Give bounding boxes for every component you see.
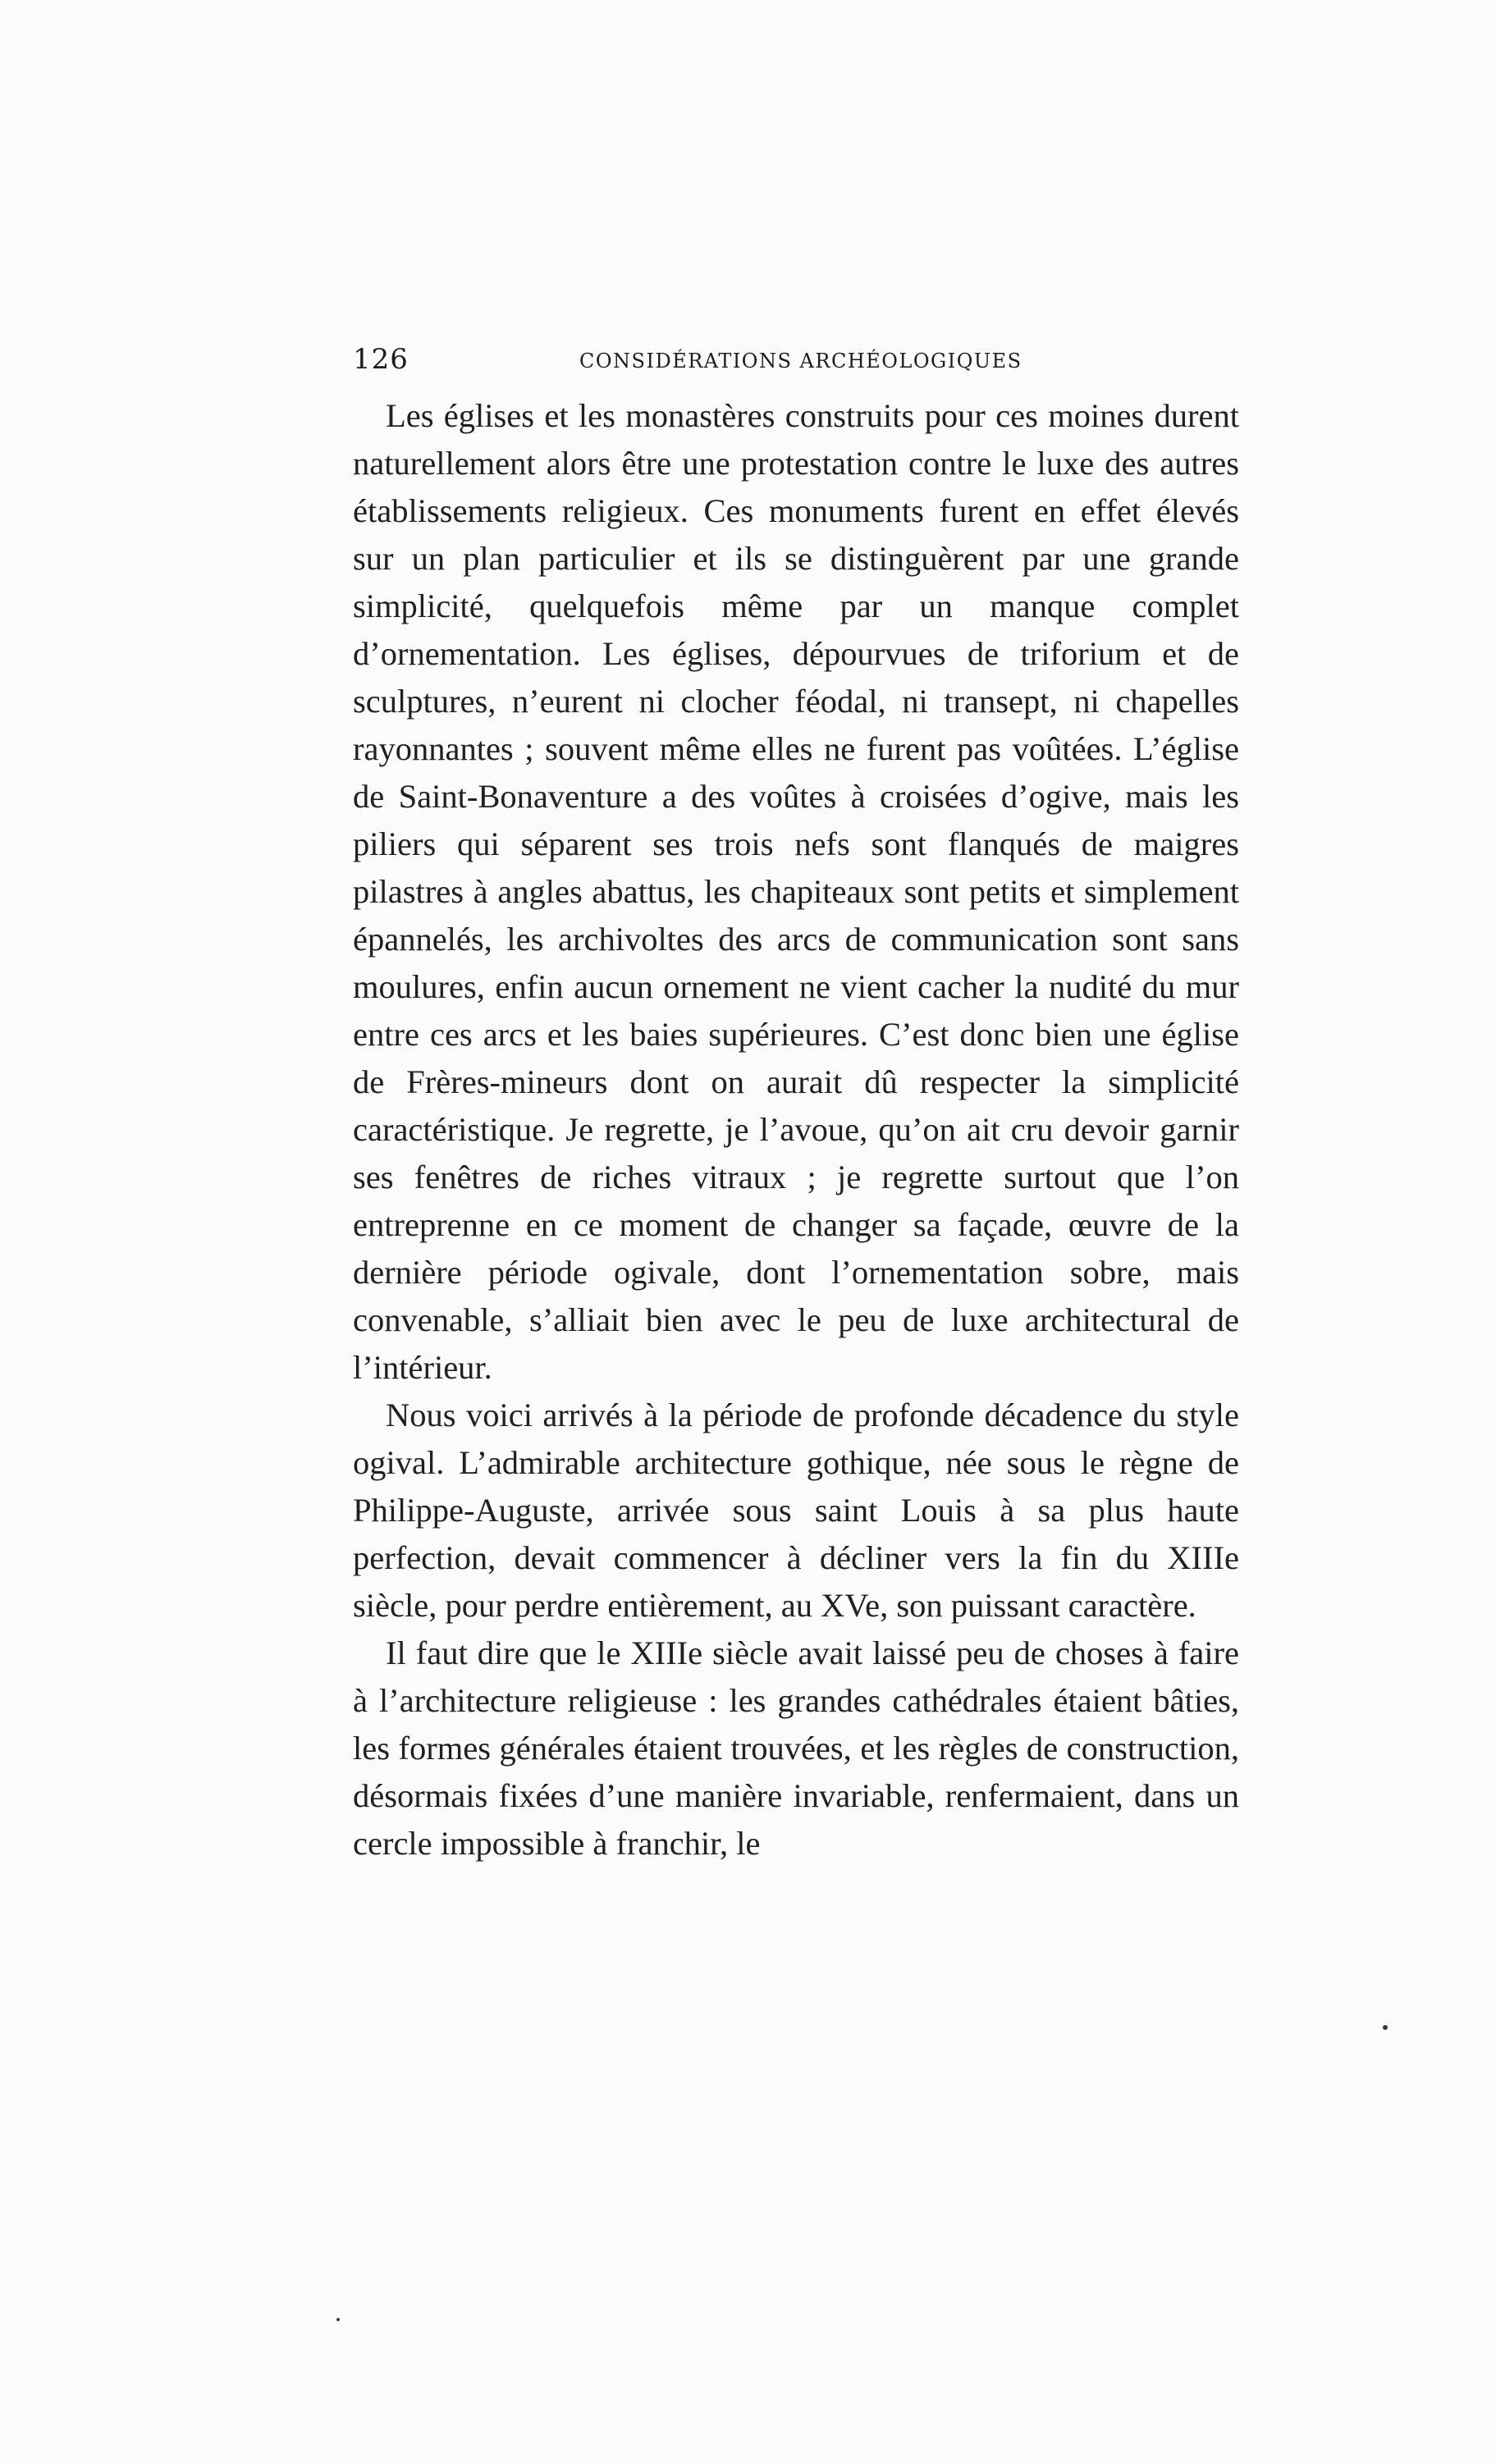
paragraph-3: Il faut dire que le XIIIe siècle avait laissé peu de choses à faire à l’architecture religieuse : les grandes cathédrales étaient bâties, les formes générales étaient trouvées, et les règles de construction, désormais fixées d’une manière invariable, renfermaient, dans un cercle impossible à franchir, le (353, 1634, 1239, 1862)
running-title: CONSIDÉRATIONS ARCHÉOLOGIQUES (579, 350, 1022, 373)
paragraph-1: Les églises et les monastères construits pour ces moines durent naturellement alors être une protestation contre le luxe des autres établissements religieux. Ces monuments furent en effet élevés sur un plan particulier et ils se distinguèrent par une grande simplicité, quelquefois même par un manque complet d’ornementation. Les églises, dépourvues de triforium et de sculptures, n’eurent ni clocher féodal, ni transept, ni chapelles rayonnantes ; souvent même elles ne furent pas voûtées. L’église de Saint-Bonaventure a des voûtes à croisées d’ogive, mais les piliers qui séparent ses trois nefs sont flanqués de maigres pilastres à angles abattus, les chapiteaux sont petits et simplement épannelés, les archivoltes des arcs de communication sont sans moulures, enfin aucun ornement ne vient cacher la nudité du mur entre ces arcs et les baies supérieures. C’est donc bien une église de Frères-mineurs dont on aurait dû respecter la simplicité caractéristique. Je regrette, je l’avoue, qu’on ait cru devoir garnir ses fenêtres de riches vitraux ; je regrette surtout que l’on entreprenne en ce moment de changer sa façade, œuvre de la dernière période ogivale, dont l’ornementation sobre, mais convenable, s’alliait bien avec le peu de luxe architectural de l’intérieur. (353, 397, 1239, 1386)
body-text (353, 392, 1239, 1867)
running-head (353, 343, 1239, 376)
paragraph-2: Nous voici arrivés à la période de profonde décadence du style ogival. L’admirable architecture gothique, née sous le règne de Philippe-Auguste, arrivée sous saint Louis à sa plus haute perfection, devait commencer à décliner vers la fin du XIIIe siècle, pour perdre entièrement, au XVe, son puissant caractère. (353, 1397, 1239, 1624)
page-number: 126 (353, 343, 409, 376)
ink-speck (336, 2318, 340, 2321)
ink-speck (1383, 2025, 1388, 2030)
